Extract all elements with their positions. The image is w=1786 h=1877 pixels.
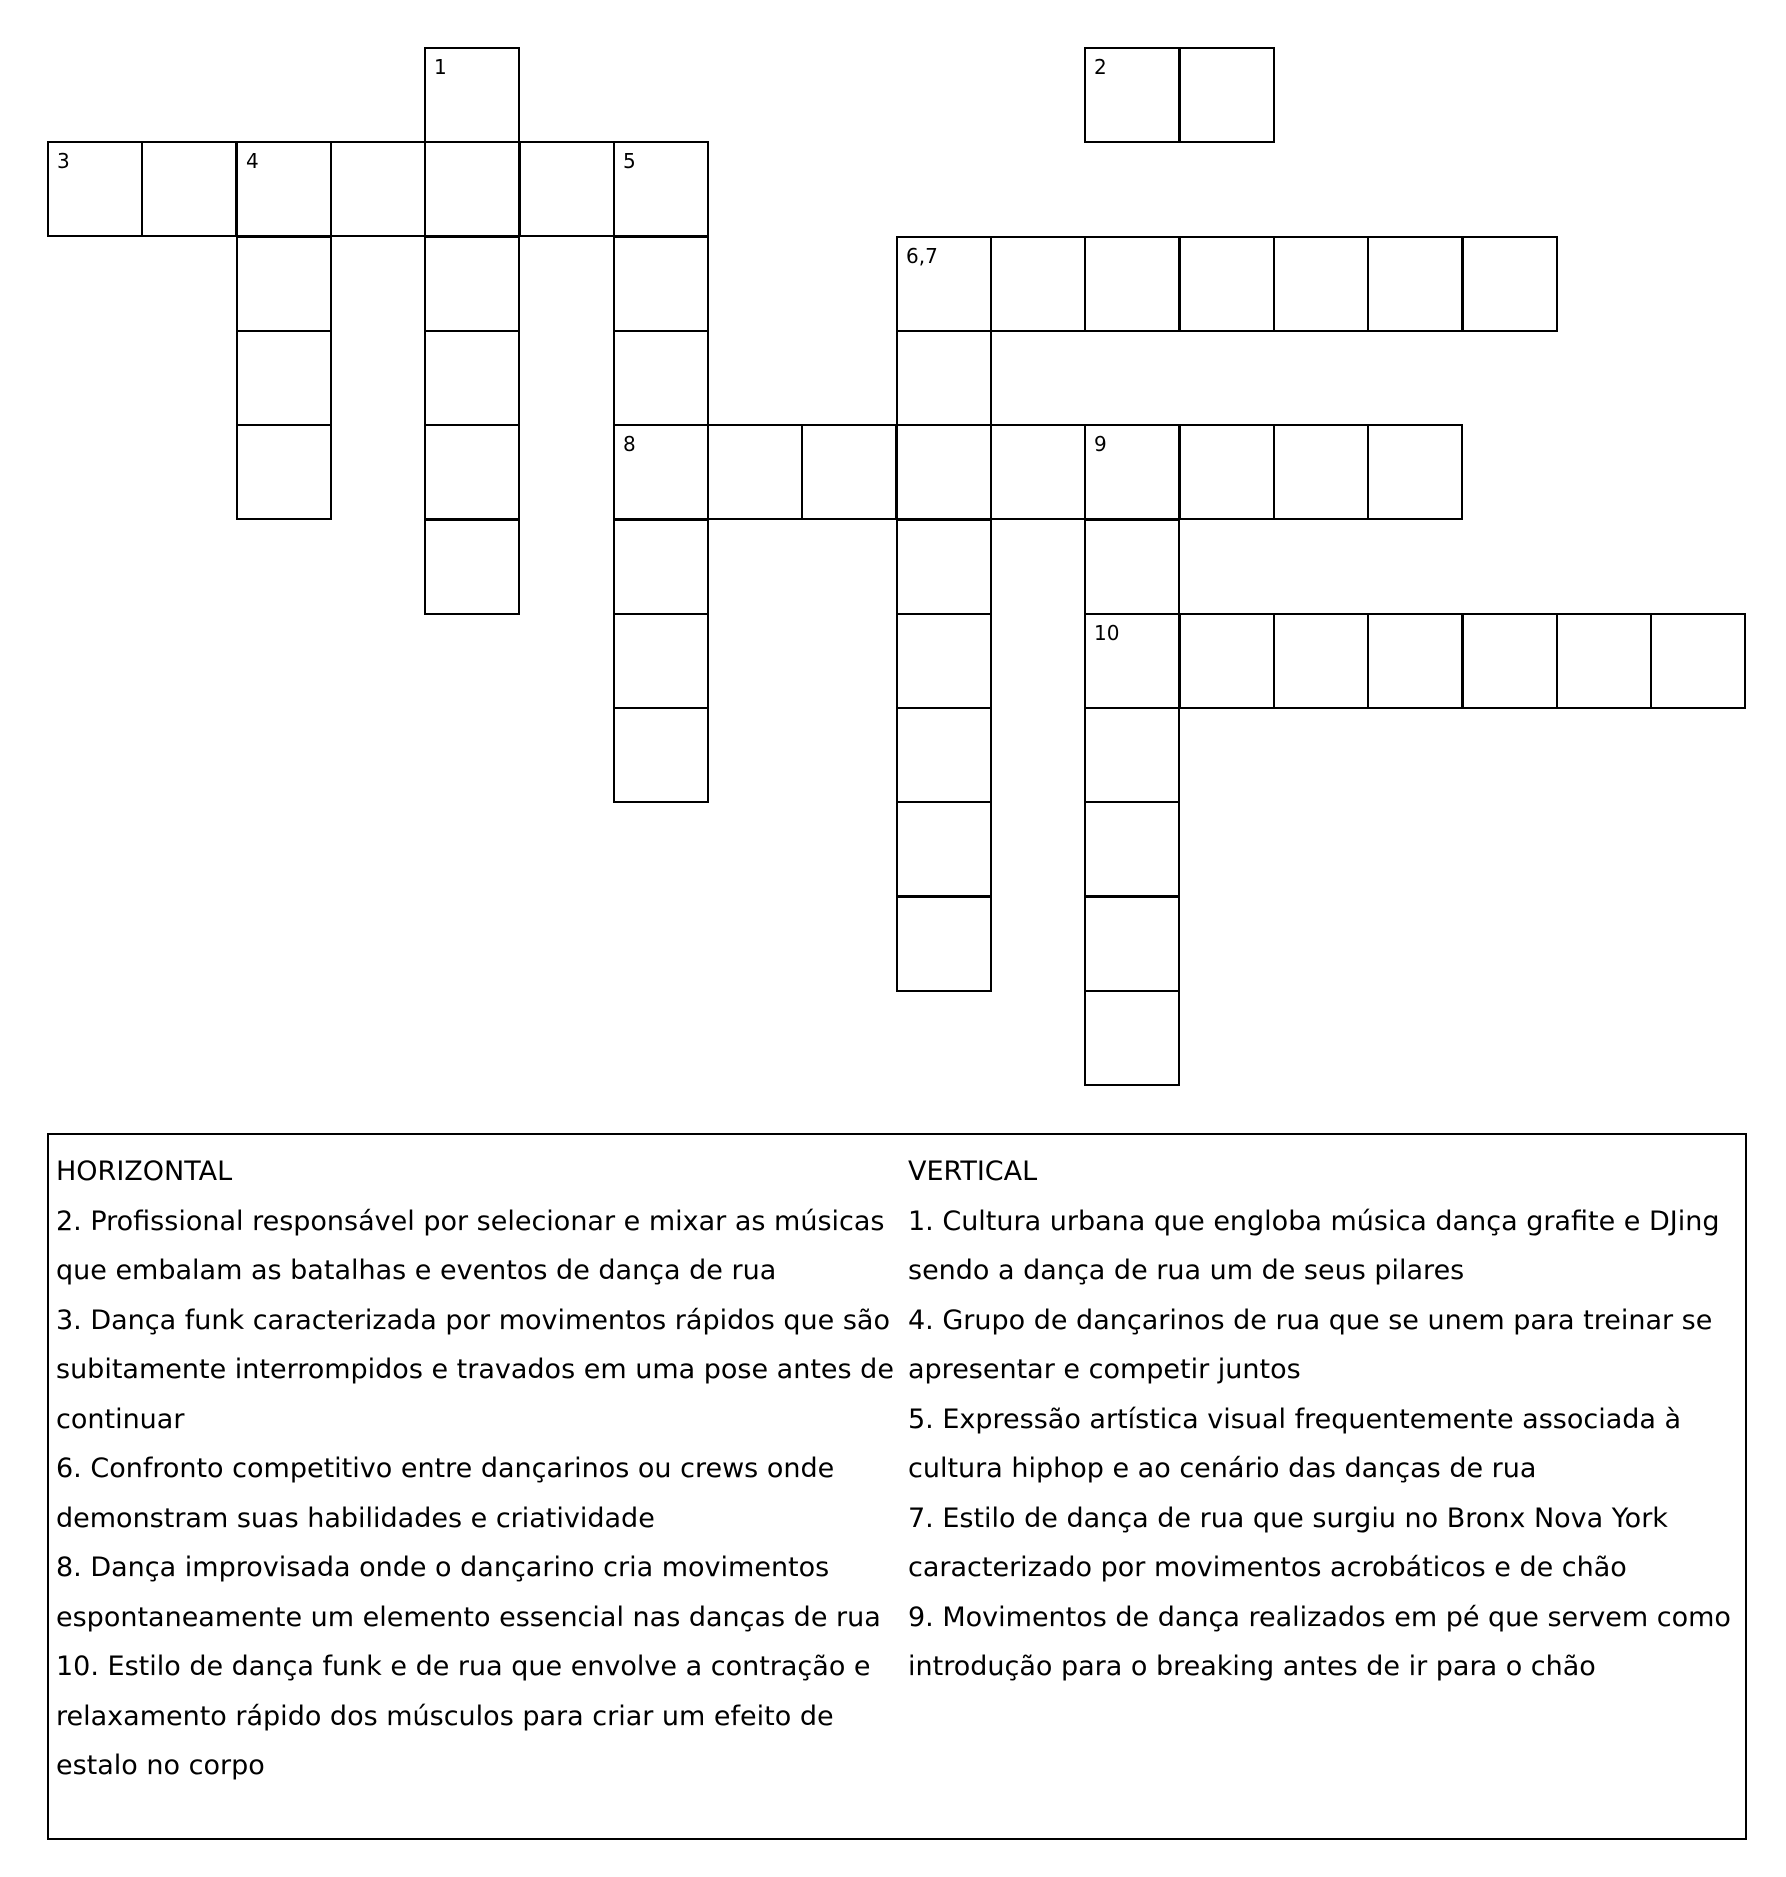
- grid-cell[interactable]: [1084, 707, 1180, 803]
- grid-cell[interactable]: [896, 236, 992, 332]
- grid-cell[interactable]: [1084, 990, 1180, 1086]
- grid-cell[interactable]: [990, 236, 1086, 332]
- grid-cell[interactable]: [424, 236, 520, 332]
- grid-cell[interactable]: [424, 519, 520, 615]
- clue-line: subitamente interrompidos e travados em uma pose antes de: [56, 1354, 894, 1385]
- clue-number: 4: [246, 149, 259, 173]
- grid-cell[interactable]: [896, 613, 992, 709]
- grid-cell[interactable]: [613, 236, 709, 332]
- grid-cell[interactable]: [1179, 47, 1275, 143]
- clue-number: 6,7: [906, 244, 938, 268]
- grid-cell[interactable]: [613, 330, 709, 426]
- clue-line: relaxamento rápido dos músculos para criar um efeito de: [56, 1700, 834, 1732]
- vertical-clues: [908, 1147, 1738, 1692]
- grid-cell[interactable]: [990, 424, 1086, 520]
- clue-line: 1. Cultura urbana que engloba música dança grafite e DJing: [908, 1205, 1720, 1237]
- vertical-heading: VERTICAL: [908, 1156, 1038, 1187]
- clue-line: 6. Confronto competitivo entre dançarinos ou crews onde: [56, 1453, 835, 1484]
- grid-cell[interactable]: [613, 141, 709, 237]
- grid-cell[interactable]: [896, 707, 992, 803]
- grid-cell[interactable]: [330, 141, 426, 237]
- clue-number: 9: [1094, 432, 1107, 456]
- clue-number: 3: [57, 149, 70, 173]
- grid-cell[interactable]: [896, 896, 992, 992]
- clue-line: 10. Estilo de dança funk e de rua que envolve a contração e: [56, 1651, 871, 1682]
- clue-line: espontaneamente um elemento essencial nas danças de rua: [56, 1601, 881, 1633]
- grid-cell[interactable]: [1462, 613, 1558, 709]
- grid-cell[interactable]: [519, 141, 615, 237]
- grid-cell[interactable]: [613, 707, 709, 803]
- horizontal-heading: HORIZONTAL: [56, 1156, 233, 1187]
- grid-cell[interactable]: [1650, 613, 1746, 709]
- clue-number: 2: [1094, 55, 1107, 79]
- grid-cell[interactable]: [1367, 424, 1463, 520]
- grid-cell[interactable]: [1084, 896, 1180, 992]
- grid-cell[interactable]: [1367, 613, 1463, 709]
- grid-cell[interactable]: [1084, 519, 1180, 615]
- clue-number: 1: [434, 55, 447, 79]
- clues-box: [47, 1133, 1747, 1840]
- grid-cell[interactable]: [1179, 424, 1275, 520]
- grid-cell[interactable]: [1084, 613, 1180, 709]
- clue-line: sendo a dança de rua um de seus pilares: [908, 1255, 1465, 1286]
- grid-cell[interactable]: [1084, 47, 1180, 143]
- clue-line: demonstram suas habilidades e criatividade: [56, 1502, 655, 1534]
- grid-cell[interactable]: [1179, 236, 1275, 332]
- clue-line: apresentar e competir juntos: [908, 1354, 1301, 1385]
- clue-line: introdução para o breaking antes de ir para o chão: [908, 1651, 1596, 1682]
- grid-cell[interactable]: [613, 519, 709, 615]
- clue-line: 7. Estilo de dança de rua que surgiu no Bronx Nova York: [908, 1502, 1668, 1534]
- clue-line: 5. Expressão artística visual frequentemente associada à: [908, 1403, 1682, 1435]
- clue-line: caracterizado por movimentos acrobáticos e de chão: [908, 1552, 1627, 1583]
- grid-cell[interactable]: [1179, 613, 1275, 709]
- clue-line: cultura hiphop e ao cenário das danças de rua: [908, 1453, 1537, 1484]
- clue-line: que embalam as batalhas e eventos de dança de rua: [56, 1255, 777, 1286]
- grid-cell[interactable]: [1273, 613, 1369, 709]
- grid-cell[interactable]: [1462, 236, 1558, 332]
- grid-cell[interactable]: [1084, 801, 1180, 897]
- clue-number: 10: [1094, 621, 1120, 645]
- grid-cell[interactable]: [236, 330, 332, 426]
- grid-cell[interactable]: [236, 236, 332, 332]
- clue-line: 4. Grupo de dançarinos de rua que se unem para treinar se: [908, 1304, 1713, 1336]
- clue-number: 8: [623, 432, 636, 456]
- grid-cell[interactable]: [141, 141, 237, 237]
- clue-line: 9. Movimentos de dança realizados em pé que servem como: [908, 1601, 1731, 1633]
- clue-line: 3. Dança funk caracterizada por movimentos rápidos que são: [56, 1304, 890, 1336]
- grid-cell[interactable]: [896, 519, 992, 615]
- horizontal-clues: [56, 1147, 906, 1791]
- grid-cell[interactable]: [1273, 424, 1369, 520]
- grid-cell[interactable]: [1367, 236, 1463, 332]
- grid-cell[interactable]: [613, 424, 709, 520]
- grid-cell[interactable]: [47, 141, 143, 237]
- clue-line: continuar: [56, 1403, 185, 1435]
- clue-line: 8. Dança improvisada onde o dançarino cria movimentos: [56, 1552, 830, 1583]
- grid-cell[interactable]: [424, 47, 520, 143]
- clue-line: estalo no corpo: [56, 1750, 265, 1781]
- grid-cell[interactable]: [424, 141, 520, 237]
- grid-cell[interactable]: [424, 424, 520, 520]
- grid-cell[interactable]: [896, 424, 992, 520]
- grid-cell[interactable]: [896, 330, 992, 426]
- grid-cell[interactable]: [424, 330, 520, 426]
- grid-cell[interactable]: [1273, 236, 1369, 332]
- grid-cell[interactable]: [1084, 424, 1180, 520]
- grid-cell[interactable]: [236, 424, 332, 520]
- grid-cell[interactable]: [896, 801, 992, 897]
- clue-number: 5: [623, 149, 636, 173]
- grid-cell[interactable]: [707, 424, 803, 520]
- clue-line: 2. Profissional responsável por selecionar e mixar as músicas: [56, 1205, 885, 1237]
- grid-cell[interactable]: [801, 424, 897, 520]
- grid-cell[interactable]: [1084, 236, 1180, 332]
- grid-cell[interactable]: [236, 141, 332, 237]
- grid-cell[interactable]: [613, 613, 709, 709]
- grid-cell[interactable]: [1556, 613, 1652, 709]
